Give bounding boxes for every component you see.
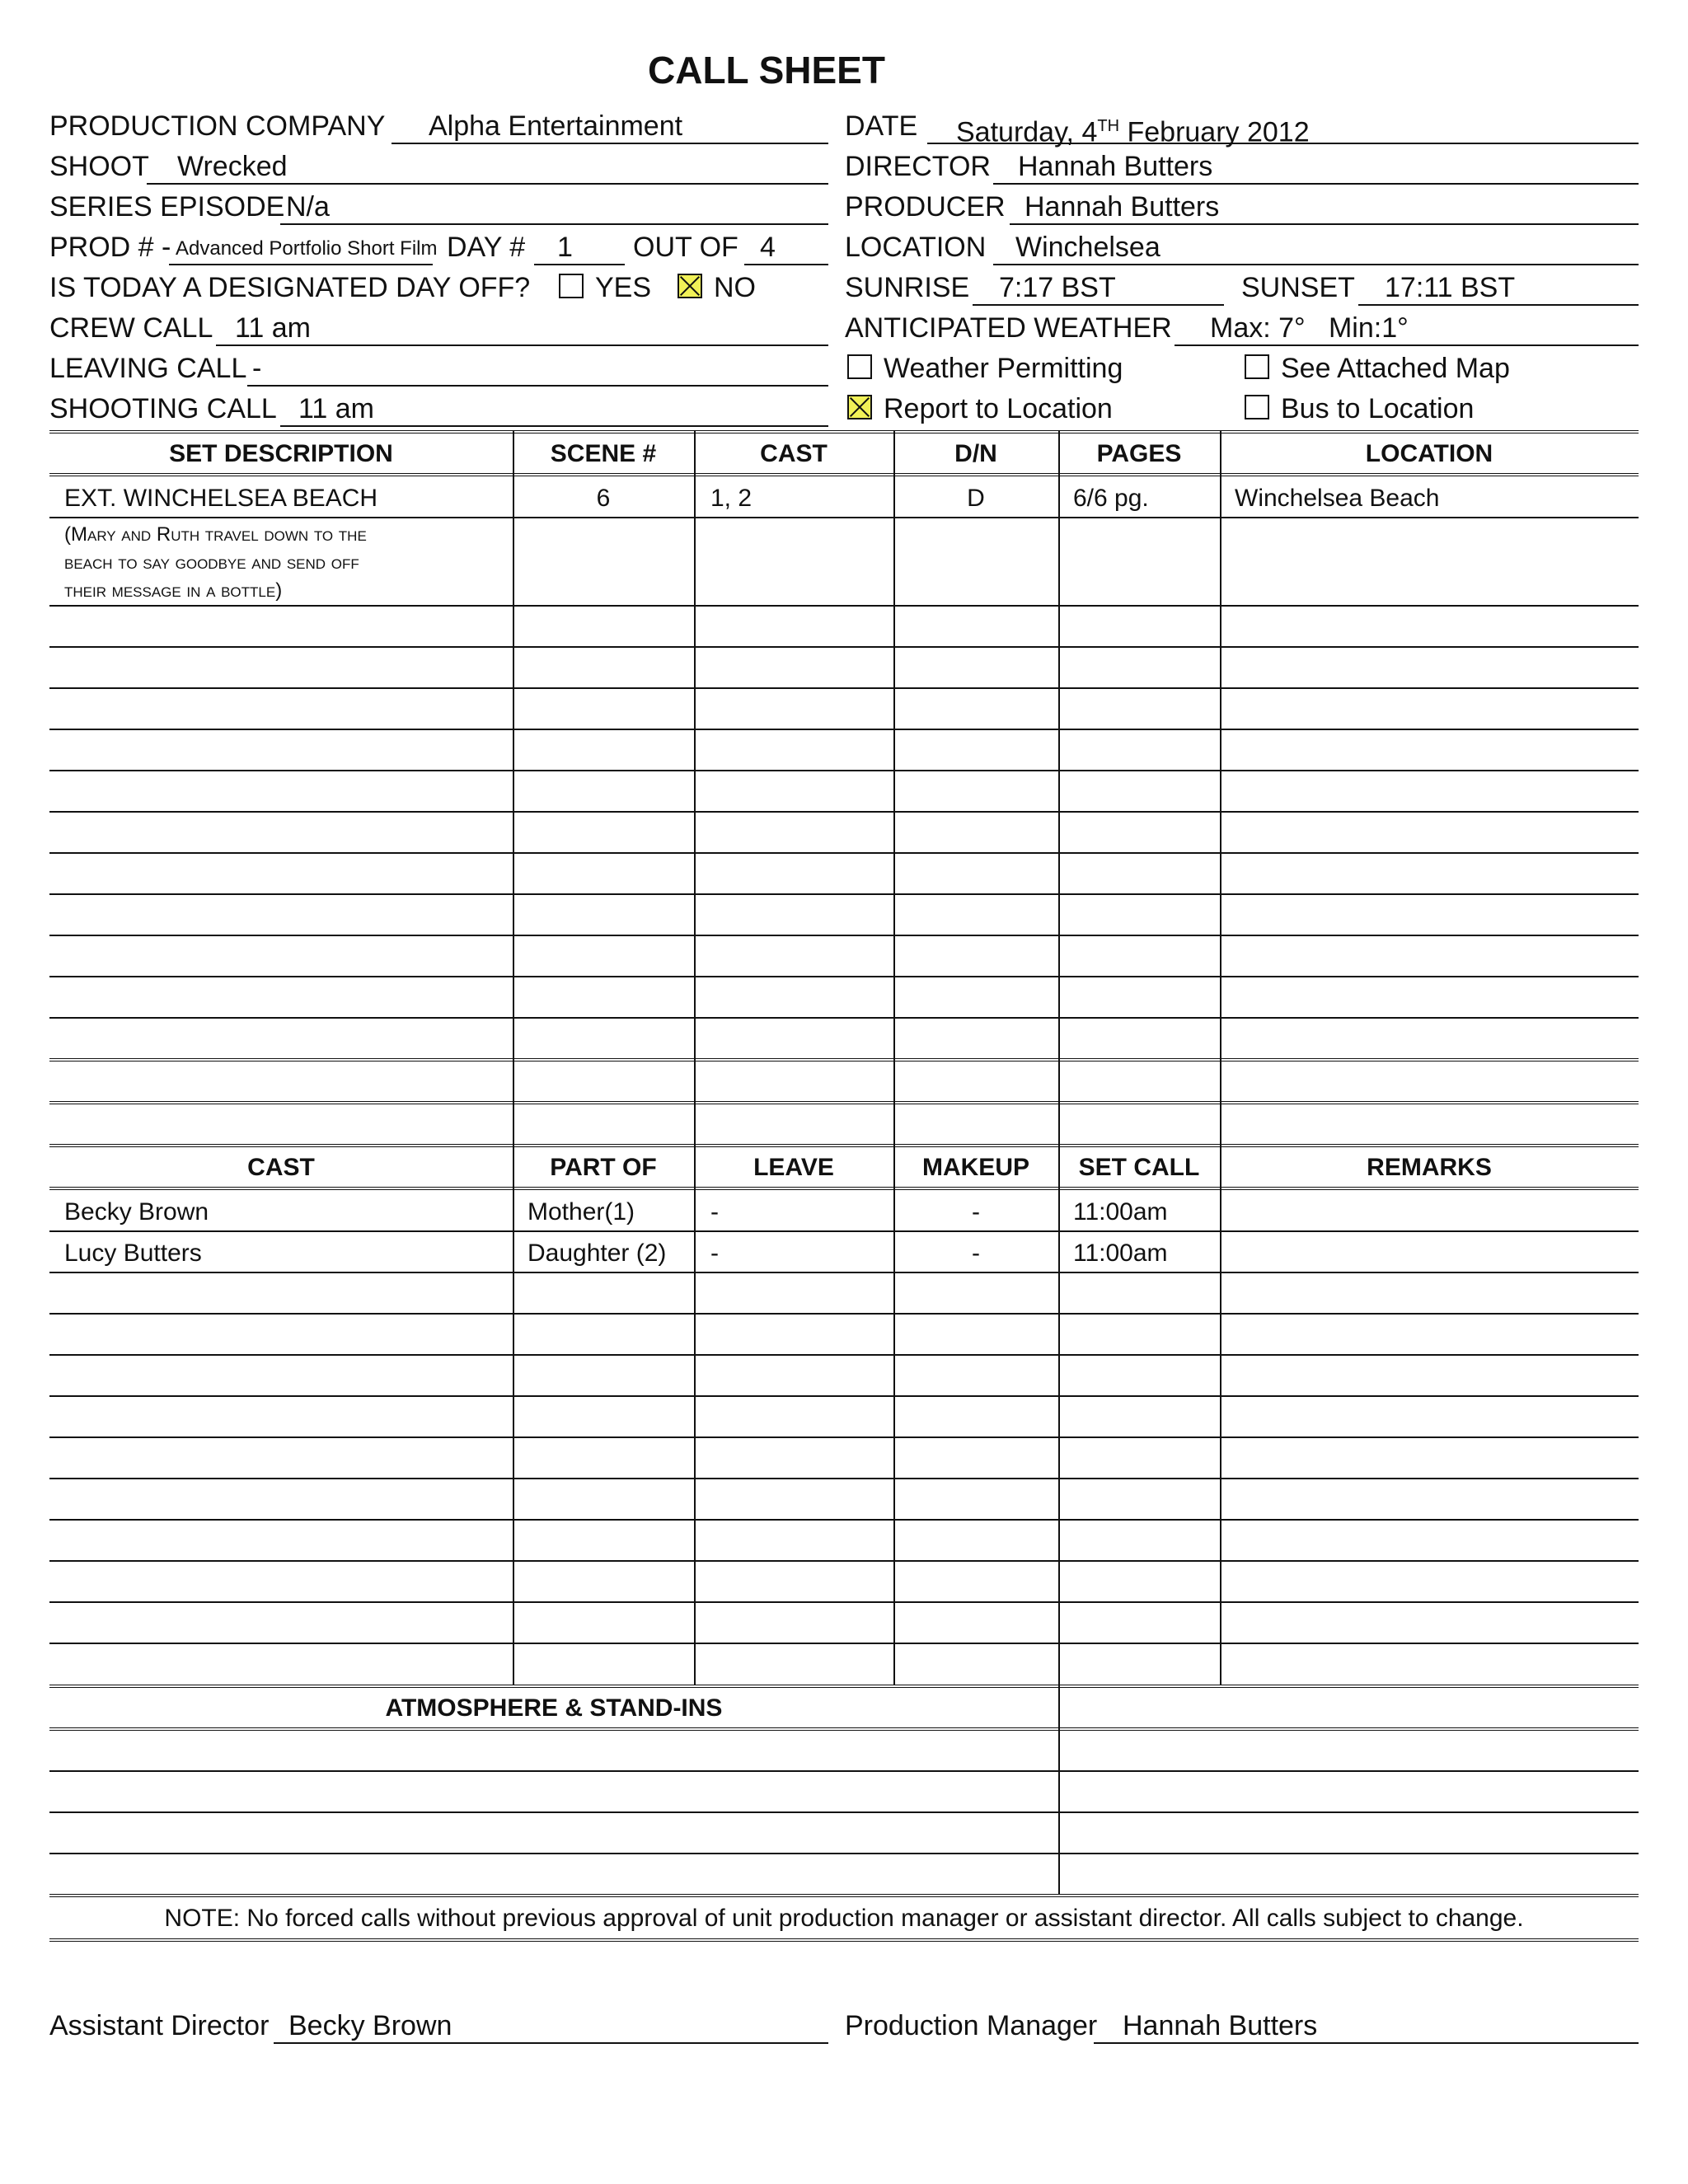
weather-permitting-checkbox[interactable]	[847, 354, 872, 379]
cast-row-1-leave: -	[710, 1198, 719, 1226]
day-off-no-label: NO	[714, 272, 756, 303]
weather-label: ANTICIPATED WEATHER	[845, 312, 1172, 344]
day-value: 1	[557, 232, 573, 263]
date-rest: February 2012	[1119, 116, 1310, 148]
producer-value: Hannah Butters	[1025, 191, 1220, 223]
scene-description-line-1: (Mary and Ruth travel down to the	[64, 523, 367, 546]
prod-line	[169, 264, 433, 265]
scene-row-divider	[49, 687, 1639, 689]
scene-header-dn: D/N	[954, 440, 997, 467]
cast-header-name: CAST	[247, 1154, 315, 1181]
producer-line	[1010, 223, 1639, 225]
crew-call-value: 11 am	[235, 312, 311, 344]
atmosphere-row-divider	[49, 1811, 1639, 1813]
bus-to-location-label: Bus to Location	[1281, 393, 1475, 424]
scene-section-divider	[49, 1058, 1639, 1063]
note-bottom-border	[49, 1938, 1639, 1943]
scene-row-divider	[49, 729, 1639, 730]
cast-header-leave: LEAVE	[753, 1154, 834, 1181]
scene-row-divider	[49, 811, 1639, 813]
director-line	[993, 183, 1639, 185]
cast-column-divider	[694, 1144, 696, 1685]
bus-to-location-checkbox[interactable]	[1245, 395, 1269, 419]
cast-column-divider	[513, 1144, 514, 1685]
leaving-call-label: LEAVING CALL	[49, 353, 247, 384]
day-off-label: IS TODAY A DESIGNATED DAY OFF?	[49, 272, 531, 303]
sunrise-line	[973, 304, 1224, 306]
cast-row-divider	[49, 1560, 1639, 1562]
scene-number: 6	[596, 485, 611, 512]
sunset-value: 17:11 BST	[1385, 272, 1516, 303]
cast-row-2-set-call: 11:00am	[1073, 1240, 1168, 1267]
cast-row-2-part: Daughter (2)	[528, 1240, 667, 1267]
scene-column-divider	[893, 430, 895, 1144]
scene-column-divider	[1220, 430, 1221, 1144]
day-off-no-checkbox[interactable]	[678, 274, 702, 298]
assistant-director-line	[274, 2042, 828, 2044]
shooting-call-label: SHOOTING CALL	[49, 393, 277, 424]
series-episode-value: N/a	[286, 191, 330, 223]
scene-location: Winchelsea Beach	[1235, 485, 1440, 512]
cast-row-divider	[49, 1601, 1639, 1603]
date-superscript: TH	[1097, 117, 1120, 135]
sunset-label: SUNSET	[1241, 272, 1355, 303]
cast-row-1-part: Mother(1)	[528, 1198, 635, 1226]
scene-section-divider	[49, 1101, 1639, 1106]
cast-row-divider	[49, 1395, 1639, 1397]
cast-row-1-makeup: -	[972, 1198, 980, 1226]
director-value: Hannah Butters	[1018, 151, 1213, 182]
scene-header-pages: PAGES	[1096, 440, 1182, 467]
cast-column-divider	[1058, 1144, 1060, 1685]
shooting-call-line	[280, 425, 828, 427]
scene-row-divider	[49, 605, 1639, 607]
scene-column-divider	[513, 430, 514, 1144]
scene-row-divider	[49, 893, 1639, 895]
scene-set-description: EXT. WINCHELSEA BEACH	[64, 485, 378, 512]
report-to-location-checkbox[interactable]	[847, 395, 872, 419]
out-of-line	[744, 264, 828, 265]
scene-header-set: SET DESCRIPTION	[169, 440, 393, 467]
prod-value: Advanced Portfolio Short Film	[176, 237, 438, 260]
page-title: CALL SHEET	[648, 49, 885, 91]
sunrise-label: SUNRISE	[845, 272, 970, 303]
cast-row-divider	[49, 1519, 1639, 1521]
scene-column-divider	[694, 430, 696, 1144]
cast-row-divider	[49, 1436, 1639, 1438]
weather-line	[1175, 344, 1639, 346]
out-of-label: OUT OF	[633, 232, 738, 263]
atmosphere-column-divider	[1058, 1685, 1060, 1894]
note-text: NOTE: No forced calls without previous approval of unit production manager or assistant director. All calls subject to change.	[164, 1905, 1524, 1932]
sunset-line	[1358, 304, 1639, 306]
production-manager-value: Hannah Butters	[1123, 2010, 1318, 2041]
scene-pages: 6/6 pg.	[1073, 485, 1149, 512]
director-label: DIRECTOR	[845, 151, 991, 182]
cast-row-divider	[49, 1313, 1639, 1315]
scene-column-divider	[1058, 430, 1060, 1144]
scene-row-divider	[49, 1017, 1639, 1019]
shoot-line	[147, 183, 828, 185]
scene-row-divider	[49, 852, 1639, 854]
weather-permitting-label: Weather Permitting	[884, 353, 1123, 384]
assistant-director-label: Assistant Director	[49, 2010, 270, 2041]
cast-row-1-name: Becky Brown	[64, 1198, 209, 1226]
location-label: LOCATION	[845, 232, 987, 263]
atmosphere-row-divider	[49, 1853, 1639, 1854]
production-company-label: PRODUCTION COMPANY	[49, 110, 386, 142]
cast-row-divider	[49, 1354, 1639, 1356]
scene-cast: 1, 2	[710, 485, 753, 512]
location-line	[993, 264, 1639, 265]
cast-header-set-call: SET CALL	[1078, 1154, 1200, 1181]
producer-label: PRODUCER	[845, 191, 1006, 223]
production-manager-label: Production Manager	[845, 2010, 1098, 2041]
scene-header-scene: SCENE #	[550, 440, 657, 467]
cast-header-part: PART OF	[550, 1154, 657, 1181]
series-episode-line	[280, 223, 828, 225]
cast-row-divider	[49, 1643, 1639, 1644]
prod-label: PROD # -	[49, 232, 171, 263]
scene-row-divider	[49, 517, 1639, 518]
weather-value: Max: 7° Min:1°	[1210, 312, 1409, 344]
cast-header-remarks: REMARKS	[1367, 1154, 1492, 1181]
scene-row-divider	[49, 770, 1639, 771]
scene-header-cast: CAST	[760, 440, 828, 467]
day-off-yes-checkbox[interactable]	[559, 274, 584, 298]
out-of-value: 4	[760, 232, 776, 263]
atmosphere-header: ATMOSPHERE & STAND-INS	[385, 1694, 723, 1722]
see-attached-map-label: See Attached Map	[1281, 353, 1510, 384]
cast-row-2-leave: -	[710, 1240, 719, 1267]
leaving-call-line	[247, 385, 828, 387]
cast-column-divider	[1220, 1144, 1221, 1685]
scene-dn: D	[967, 485, 985, 512]
day-line	[534, 264, 625, 265]
scene-row-divider	[49, 935, 1639, 936]
atmosphere-row-divider	[49, 1770, 1639, 1772]
cast-row-divider	[49, 1272, 1639, 1273]
series-episode-label: SERIES EPISODE	[49, 191, 285, 223]
shoot-value: Wrecked	[177, 151, 288, 182]
scene-row-divider	[49, 646, 1639, 648]
cast-row-2-name: Lucy Butters	[64, 1240, 202, 1267]
cast-row-divider	[49, 1230, 1639, 1232]
leaving-call-value: -	[252, 353, 262, 384]
scene-description-line-2: beach to say goodbye and send off	[64, 551, 359, 574]
assistant-director-value: Becky Brown	[288, 2010, 452, 2041]
location-value: Winchelsea	[1015, 232, 1160, 263]
crew-call-label: CREW CALL	[49, 312, 213, 344]
scene-description-line-3: their message in a bottle)	[64, 579, 283, 602]
crew-call-line	[216, 344, 828, 346]
production-company-value: Alpha Entertainment	[429, 110, 683, 142]
see-attached-map-checkbox[interactable]	[1245, 354, 1269, 379]
date-label: DATE	[845, 110, 918, 142]
scene-header-location: LOCATION	[1365, 440, 1493, 467]
report-to-location-label: Report to Location	[884, 393, 1113, 424]
cast-column-divider	[893, 1144, 895, 1685]
cast-row-divider	[49, 1478, 1639, 1479]
day-label: DAY #	[447, 232, 526, 263]
shoot-label: SHOOT	[49, 151, 149, 182]
cast-row-1-set-call: 11:00am	[1073, 1198, 1168, 1226]
shooting-call-value: 11 am	[298, 393, 374, 424]
production-company-line	[392, 143, 828, 144]
cast-header-makeup: MAKEUP	[921, 1154, 1029, 1181]
cast-row-2-makeup: -	[972, 1240, 980, 1267]
date-line	[927, 143, 1639, 144]
scene-row-divider	[49, 976, 1639, 977]
production-manager-line	[1094, 2042, 1639, 2044]
date-main: Saturday, 4	[956, 116, 1098, 148]
sunrise-value: 7:17 BST	[999, 272, 1116, 303]
day-off-yes-label: YES	[595, 272, 652, 303]
